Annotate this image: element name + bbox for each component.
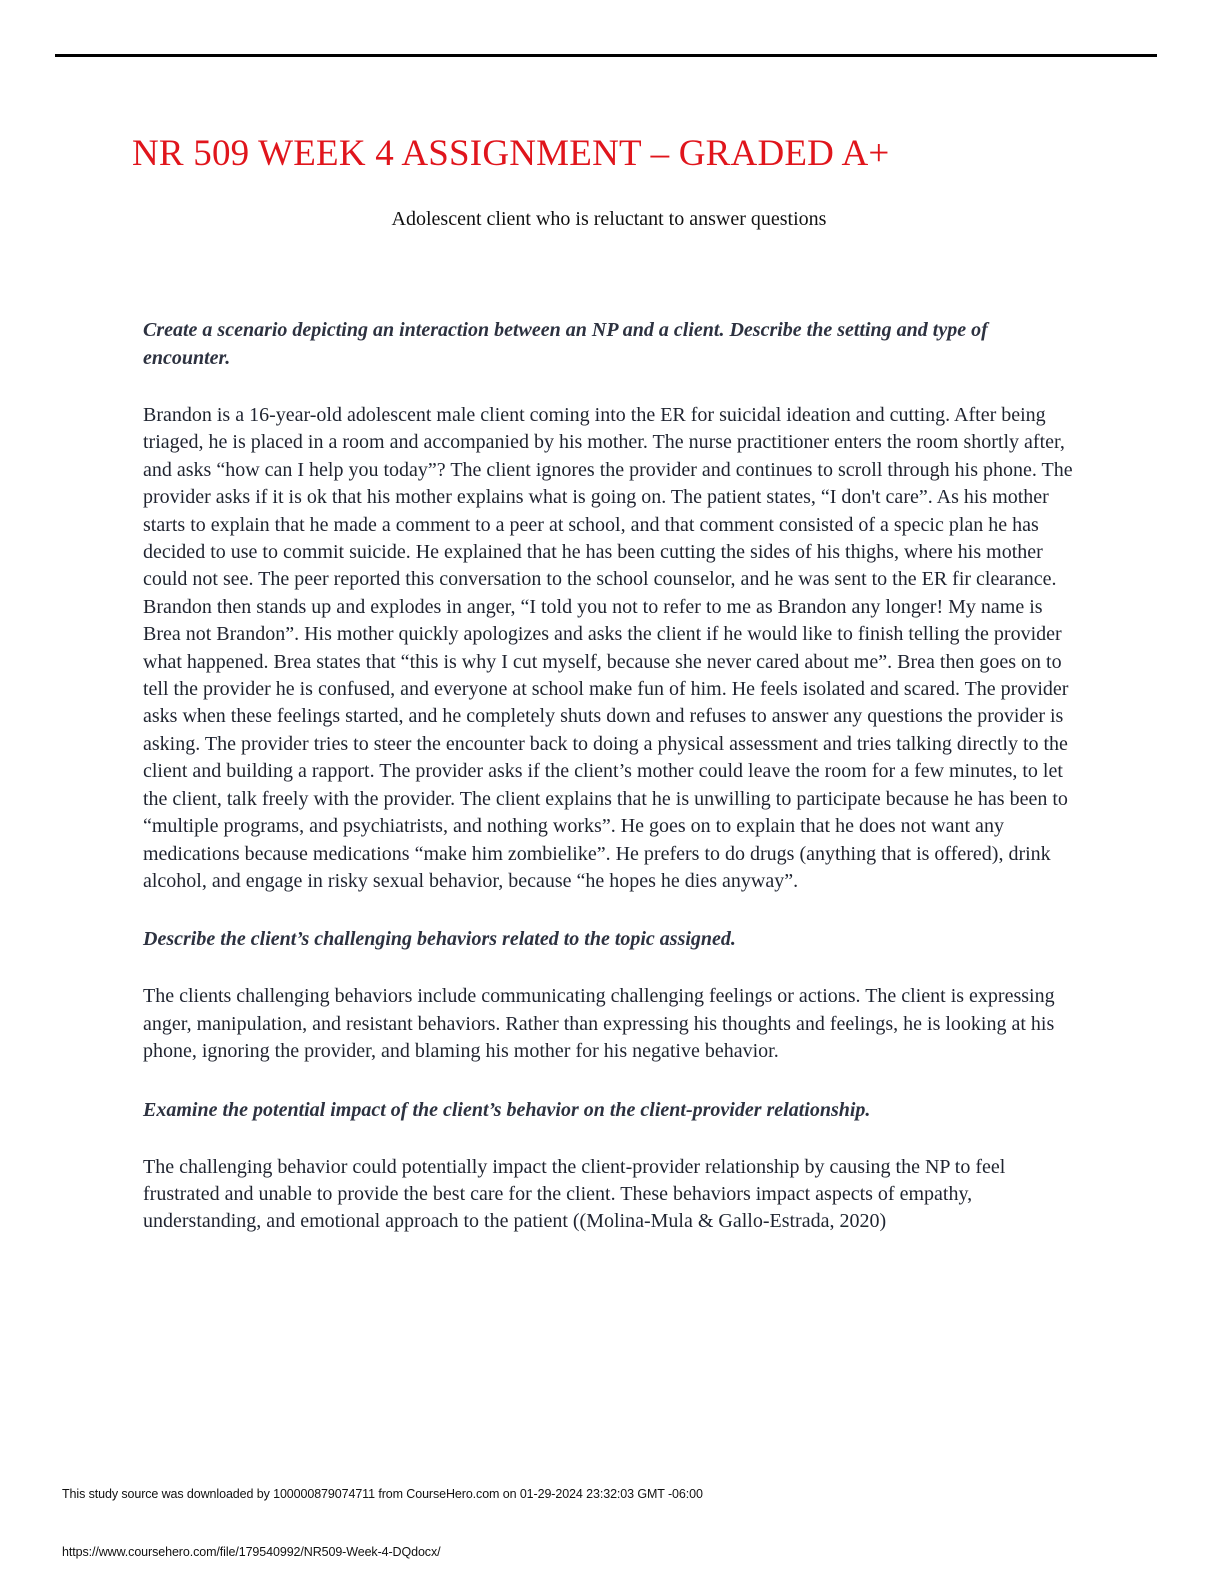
section-body-relationship-impact: The challenging behavior could potentially impact the client-provider relationship by causing the NP to feel frustrated and unable to provide the best care for the client. These behaviors impact aspects of empathy, understanding, and emotional approach to the patient ((Molina-Mula & Gallo-Estrada, 2020) — [143, 1155, 1006, 1233]
section-body-scenario: Brandon is a 16-year-old adolescent male client coming into the ER for suicidal ideation and cutting. After being triaged, he is placed in a room and accompanied by his mother. The nurse practitioner enters the room shortly after, and asks “how can I help you today”? The client ignores the provider and continues to scroll through his phone. The provider asks if it is ok that his mother explains what is going on. The patient states, “I don't care”. As his mother starts to explain that he made a comment to a peer at school, and that comment consisted of a specic plan he has decided to use to commit suicide. He explained that he has been cutting the sides of his thighs, where his mother could not see. The peer reported this conversation to the school counselor, and he was sent to the ER fir clearance. Brandon then stands up and explodes in anger, “I told you not to refer to me as Brandon any longer! My name is Brea not Brandon”. His mother quickly apologizes and asks the client if he would like to finish telling the provider what happened. Brea states that “this is why I cut myself, because she never cared about me”. Brea then goes on to tell the provider he is confused, and everyone at school make fun of him. He feels isolated and scared. The provider asks when these feelings started, and he completely shuts down and refuses to answer any questions the provider is asking. The provider tries to steer the encounter back to doing a physical assessment and tries talking directly to the client and building a rapport. The provider asks if the client’s mother could leave the room for a few minutes, to let the client, talk freely with the provider. The client explains that he is unwilling to participate because he has been to “multiple programs, and psychiatrists, and nothing works”. He goes on to explain that he does not want any medications because medications “make him zombielike”. He prefers to do drugs (anything that is offered), drink alcohol, and engage in risky sexual behavior, because “he hopes he dies anyway”. — [143, 404, 1073, 892]
section-heading-relationship-impact: Examine the potential impact of the client’s behavior on the client-provider relationship. — [143, 1098, 871, 1121]
download-source-note: This study source was downloaded by 100000879074711 from CourseHero.com on 01-29-2024 23:32:03 GMT -06:00 — [62, 1487, 703, 1501]
top-divider-rule — [55, 54, 1157, 57]
document-body — [143, 316, 1073, 1236]
section-heading-challenging-behaviors: Describe the client’s challenging behaviors related to the topic assigned. — [143, 928, 736, 951]
document-subtitle: Adolescent client who is reluctant to answer questions — [391, 208, 827, 230]
source-url-link[interactable]: https://www.coursehero.com/file/179540992/NR509-Week-4-DQdocx/ — [62, 1545, 441, 1559]
document-title: NR 509 WEEK 4 ASSIGNMENT – GRADED A+ — [132, 133, 890, 174]
section-heading-scenario: Create a scenario depicting an interaction between an NP and a client. Describe the setting and type of encounter. — [143, 319, 988, 369]
section-body-challenging-behaviors: The clients challenging behaviors include communicating challenging feelings or actions. The client is expressing anger, manipulation, and resistant behaviors. Rather than expressing his thoughts and feelings, he is looking at his phone, ignoring the provider, and blaming his mother for his negative behavior. — [143, 985, 1055, 1063]
